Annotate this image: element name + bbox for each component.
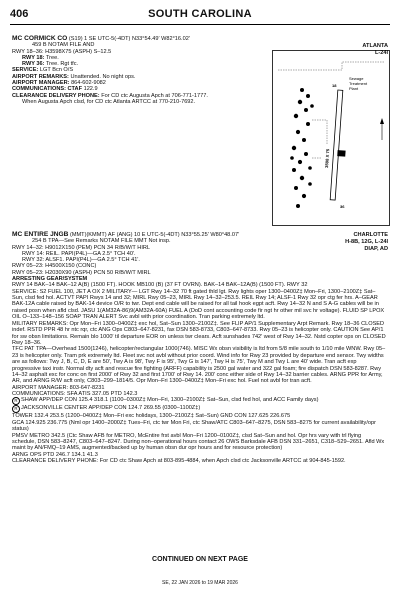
airport-entry-mcentire bbox=[12, 232, 388, 465]
airport-manager: 864-602-9082 bbox=[71, 80, 106, 87]
airport-id-line: (S19) 1 SE UTC-5(-4DT) N33°54.49′ W82°16.02′ bbox=[68, 36, 190, 42]
chart-ref-diap: DIAP, AD bbox=[364, 246, 388, 252]
ctaf-frequency: 122.9 bbox=[83, 86, 98, 93]
elevation-line: 459 B NOTAM FILE AND bbox=[32, 42, 95, 49]
airport-entry-mccormick: ATLANTA L-24I MC CORMICK CO (S19) 1 SE UTC-5(-4DT) N33°54.49′ W82°16.02′ 459 B NOTAM FILE AND RWY 18–36: H3598X75 (ASPH) S–12.5 RWY 18: Tree. RWY 36: Tree. Rgt tfc. SERVICE: LGT Bcn O/S AIRPORT REMARKS: Unattended. No night ops. AIRPORT MANAGER: 864-602-9082 COMMUNICATIONS: CTAF 122.9 CLEARANCE DELIVERY PHONE: For CD ctc Augusta Apch at 706-771-1777. When Augusta Apch clsd, for CD ctc Atlanta ARTCC at 770-210-7692. bbox=[12, 35, 388, 105]
jacksonville-approach: JACKSONVILLE CENTER APP/DEP CON 124.7 269.55 (0300–1100Z‡) bbox=[21, 405, 201, 412]
tower-frequencies: TOWER 132.4 253.5 (1200–0400Z‡ Mon–Fri exc holidays, 1300–2100Z‡ Sat–Sun) GND CON 127.625 226.675 bbox=[12, 413, 291, 420]
state-title: SOUTH CAROLINA bbox=[148, 8, 252, 20]
traffic-pattern-remarks: TFC PAT TPA—Overhead 1500(1246), helicopter/rectangular 1000(746). MISC Wx obsn visibility is ltd from 5/8 mile south to 1/10 mile WNW. Rwy 05–23 is helicopter only. Tram prk extremely ltd. Fleet svc not avbl without prior coord. Wind info for Rwy 23 provided by departure end sensor. Twy widths are as follows: Twy J, B, C, D, E are 50′, Twy A is 98′, Twy F is 95′, Twy G is 147′, Twy H is 75′, Twy M and Twy L are 40′ wide. Tran acft exp progressive taxi instr. Normal dty acft and rescue fire fighting (ARFF) capability is 2500 gal water and 322 gal foam; fire dispatch DSN 583-8287. Rwy 14–32 asphalt exc for conc on first 2000′ of Rwy 32 and first 1700′ of Rwy 14. 200′ conc either side of Rwy 14–32 barrier cables. ARNG PPR for Army, AR, and ARNG R/W acft only, C803–299–1814/5. Opr Mon–Fri 1300–0400Z‡ Mon–Fri exc hol. Fuel not avbl for tran acft. bbox=[12, 346, 386, 385]
arng-ops: ARNG OPS PTD 246.7 134.1 41.3 bbox=[12, 451, 98, 458]
radar-r-icon: R bbox=[12, 405, 20, 413]
runway-dimensions: 3598 X 75 bbox=[324, 148, 331, 169]
edition-dates: SE, 22 JAN 2026 to 19 MAR 2026 bbox=[162, 580, 238, 586]
rwy36-info: Tree. Rgt tfc. bbox=[45, 61, 79, 68]
page-header bbox=[10, 8, 390, 25]
arresting-gear-line: RWY 14 BAK–14 BAK–12 A(B) (1500 FT). HOOK MB100 (B) (37 FT OVRN). BAK–14 BAK–12A(B) (1500 FT). RWY 32 bbox=[12, 282, 308, 289]
chart-ref-l24i: L-24I bbox=[374, 50, 388, 56]
tree-cluster bbox=[290, 88, 314, 208]
runway-end-18: 18 bbox=[332, 83, 337, 88]
communications-line: COMMUNICATIONS: SFA ATIS 327.05 PTD 142.3 bbox=[12, 391, 138, 398]
airport-remarks: Unattended. No night ops. bbox=[70, 73, 136, 80]
runway-line: RWY 18–36: H3598X75 (ASPH) S–12.5 bbox=[12, 48, 112, 55]
arresting-gear-heading: ARRESTING GEAR/SYSTEM bbox=[12, 276, 88, 283]
airport-name-2: MC ENTIRE JNGB bbox=[12, 231, 69, 238]
runway-line-3: RWY 32: ALSF1. PAPI(P4L)—GA 2.5° TCH 41′. bbox=[22, 257, 140, 264]
chart-ref-h8b: H-8B, 12G, L-24I bbox=[345, 239, 388, 245]
military-remarks: MILITARY REMARKS: Opr Mon–Fri 1300–0400Z‡ exc hol, Sat–Sun 1300–2100Z‡. See FLIP AP/1 Supplementary Arpt Remark. Rwy 18–36 CLOSED indef. RSTD PPR 48 hr ntc rqr, ctc ANG Ops C803–647-8231, fax DSN 583-8733, C803–647-8733. Rwy 05–23 is helicopter only. CAUTION See AP/1 for sw obsn limitations. Remain blo 1000′ til departure EOR on unless twr clears. Acft sunshades 742′ west of Rwy 14–32. Nstd copter ops on CLOSED Rwy 18–36. bbox=[12, 320, 386, 346]
radar-r-icon: R bbox=[12, 397, 20, 405]
runway-line-5: RWY 05–23: H2030X90 (ASPH) PCN 50 R/B/W/T MIRL bbox=[12, 269, 151, 276]
airport-diagram bbox=[272, 50, 390, 226]
service-paragraph: SERVICE: S2 FUEL 100, JET A OX 2 MILITARY— LGT Rwy 14–32 70 ft gated thld lgt. Rwy lights oper 1300–0400Z‡ Mon–Fri, 1300–2100Z‡ Sat–Sun, clsd fed hol. ACTVT PAPI Rwys 14 and 32; MIRL Rwy 05–23, MIRL Rwy 14–32–253.5. REIL Rwy 14; ALSF-1 Rwy 32 opr ctg fer hrs. A–GEAR BAK-12A cable raised by BAK-14 device O/R to twr. Dept end cable will be raised for all tail hook egpt acft. Rwy 14–32 N and S A-G cables will be in raised posn when afld clsd. JASU 1(AM32A-86)9(AM32A-60A) FUEL A (DoD cont accounting code fir ngt hr other mil svc hr voltage). FLUID SP LPOX OIL O–133–148–156 SOAP TRAN ALERT Svc avbl with prior coordination. Tran parking extremely ltd. bbox=[12, 288, 385, 321]
runway-line-1: RWY 14–32: H9012X150 (PEM) PCN 34 R/B/W/T HIRL bbox=[12, 244, 151, 251]
service-info: LGT Bcn O/S bbox=[39, 67, 74, 74]
continued-notice: CONTINUED ON NEXT PAGE bbox=[152, 556, 248, 563]
runway-line-2: RWY 14: REIL. PAPI(P4L)—GA 2.5° TCH 40′. bbox=[22, 250, 136, 257]
airport-manager-2: AIRPORT MANAGER: 803-647-8231 bbox=[12, 384, 105, 391]
runway-18-36 bbox=[330, 90, 345, 200]
pmsv-metro: PMSV METRO 342.5 (Ctc Shaw AFB for METRO, McEntire frst avbl Mon–Fri 1200–0100Z‡, clsd Sat–Sun and hol. Opr hrs vary with trl flying schedule, DSN 583–8247, C803–647–8247. During non–operational hours contact 26 OWS Barksdale AFB DSN 331–2651, C318–529–2651. Afld Wx maint by AN/FMQ–19 AMS, augmented/backed up by human obsn dur opr hours and for resource protection) bbox=[12, 432, 385, 452]
elevation-line-2: 254 B TPA—See Remarks NOTAM FILE MMT Not insp. bbox=[32, 238, 171, 245]
shaw-approach: SHAW APP/DEP CON 125.4 318.1 (1100–0300Z‡ Mon–Fri, 1300–2100Z‡ Sat–Sun, clsd fed hol, and ACC Family days) bbox=[21, 397, 319, 404]
rwy18-info: Tree. bbox=[45, 54, 59, 61]
clearance-phone-2: When Augusta Apch clsd, for CD ctc Atlanta ARTCC at 770-210-7692. bbox=[22, 98, 196, 105]
annotation-line-3: Plant bbox=[349, 86, 359, 91]
clearance-phone-1: For CD ctc Augusta Apch at 706-771-1777. bbox=[101, 92, 208, 99]
compass-arrow bbox=[380, 118, 384, 140]
gca-frequencies: GCA 124.925 236.775 (Nml opr 1400–2000Z‡ Tues–Fri, ctc twr Mon Fri, ctc Shaw/ATC C803–647–8275, DSN 583–8275 for current availability/opr status) bbox=[12, 419, 376, 433]
clearance-delivery-2: CLEARANCE DELIVERY PHONE: For CD ctc Shaw Apch at 803-895-4884, when Apch clsd ctc Jacksonville ARTCC at 904-845-1592. bbox=[12, 458, 346, 465]
annotation-line-1: Sewage bbox=[349, 76, 364, 81]
annotation-line-2: Treatment bbox=[349, 81, 368, 86]
page-number: 406 bbox=[10, 8, 29, 20]
airport-id-line-2: (MMT)(KMMT) AF (ANG) 10 E UTC-5(-4DT) N33°55.25′ W80°48.07′ bbox=[69, 232, 240, 238]
runway-line-4: RWY 05–23: H4500X150 (CONC) bbox=[12, 263, 97, 270]
runway-end-36: 36 bbox=[340, 204, 345, 209]
chart-ref-atlanta: ATLANTA bbox=[362, 43, 388, 49]
airport-name: MC CORMICK CO bbox=[12, 35, 68, 42]
chart-ref-charlotte: CHARLOTTE bbox=[353, 232, 388, 238]
